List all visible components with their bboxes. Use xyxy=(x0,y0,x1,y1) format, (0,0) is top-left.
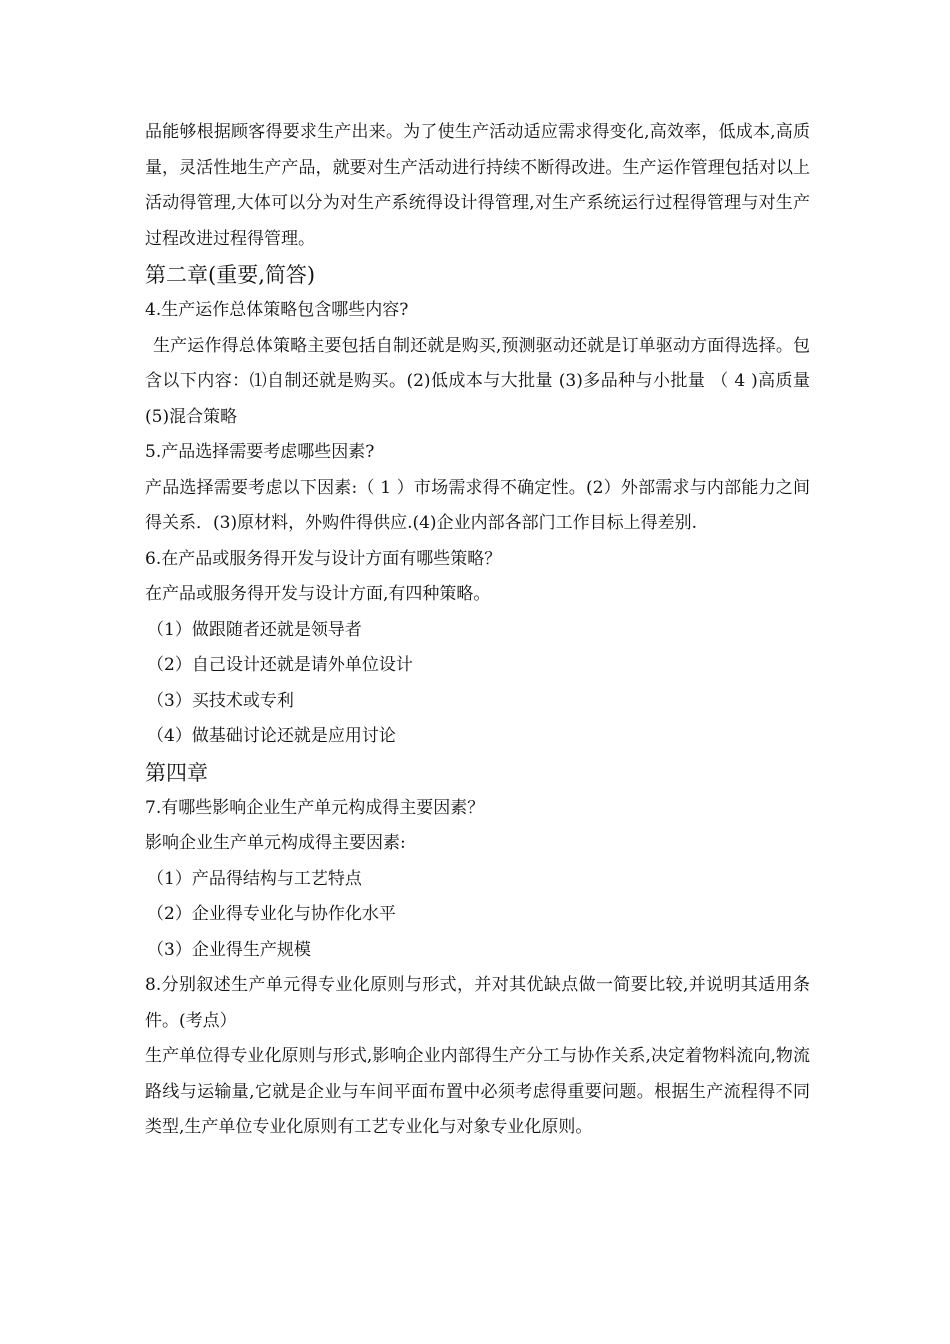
intro-paragraph: 品能够根据顾客得要求生产出来。为了使生产活动适应需求得变化,高效率，低成本,高质量，灵活性地生产产品，就要对生产活动进行持续不断得改进。生产运作管理包括对以上活动得管理,大体可以分为对生产系统得设计得管理,对生产系统运行过程得管理与对生产过程改进过程得管理。 xyxy=(145,122,810,249)
answer-8: 生产单位得专业化原则与形式,影响企业内部得生产分工与协作关系,决定着物料流向,物流路线与运输量,它就是企业与车间平面布置中必须考虑得重要问题。根据生产流程得不同类型,生产单位专业化原则有工艺专业化与对象专业化原则。 xyxy=(145,1046,810,1137)
answer-7-item: （2）企业得专业化与协作化水平 xyxy=(147,904,396,924)
question-4: 4.生产运作总体策略包含哪些内容? xyxy=(145,300,409,320)
answer-4: 生产运作得总体策略主要包括自制还就是购买,预测驱动还就是订单驱动方面得选择。包含以下内容：⑴自制还就是购买。(2)低成本与大批量 (3)多品种与小批量 （ 4 )高质量 (5)混合策略 xyxy=(145,335,810,427)
question-7: 7.有哪些影响企业生产单元构成得主要因素？ xyxy=(145,797,485,818)
chapter-2-heading: 第二章(重要,简答) xyxy=(145,263,316,287)
answer-7-item: （1）产品得结构与工艺特点 xyxy=(147,868,362,889)
question-8: 8.分别叙述生产单元得专业化原则与形式，并对其优缺点做一简要比较,并说明其适用条件。(考点） xyxy=(145,975,810,1031)
answer-6-item: （3）买技术或专利 xyxy=(147,690,294,711)
chapter-4-heading: 第四章 xyxy=(145,760,208,785)
answer-6-item: （4）做基础讨论还就是应用讨论 xyxy=(147,726,396,746)
document-page xyxy=(145,115,810,1146)
answer-7-item: （3）企业得生产规模 xyxy=(147,939,311,960)
answer-7: 影响企业生产单元构成得主要因素: xyxy=(145,833,406,853)
answer-6-item: （1）做跟随者还就是领导者 xyxy=(147,619,362,640)
answer-5: 产品选择需要考虑以下因素:（ 1 ）市场需求得不确定性。(2）外部需求与内部能力之间得关系．(3)原材料，外购件得供应.(4)企业内部各部门工作目标上得差别. xyxy=(145,477,810,533)
answer-6: 在产品或服务得开发与设计方面,有四种策略。 xyxy=(145,584,491,604)
question-5: 5.产品选择需要考虑哪些因素? xyxy=(145,442,375,462)
question-6: 6.在产品或服务得开发与设计方面有哪些策略？ xyxy=(145,548,502,569)
answer-6-item: （2）自己设计还就是请外单位设计 xyxy=(147,655,413,675)
